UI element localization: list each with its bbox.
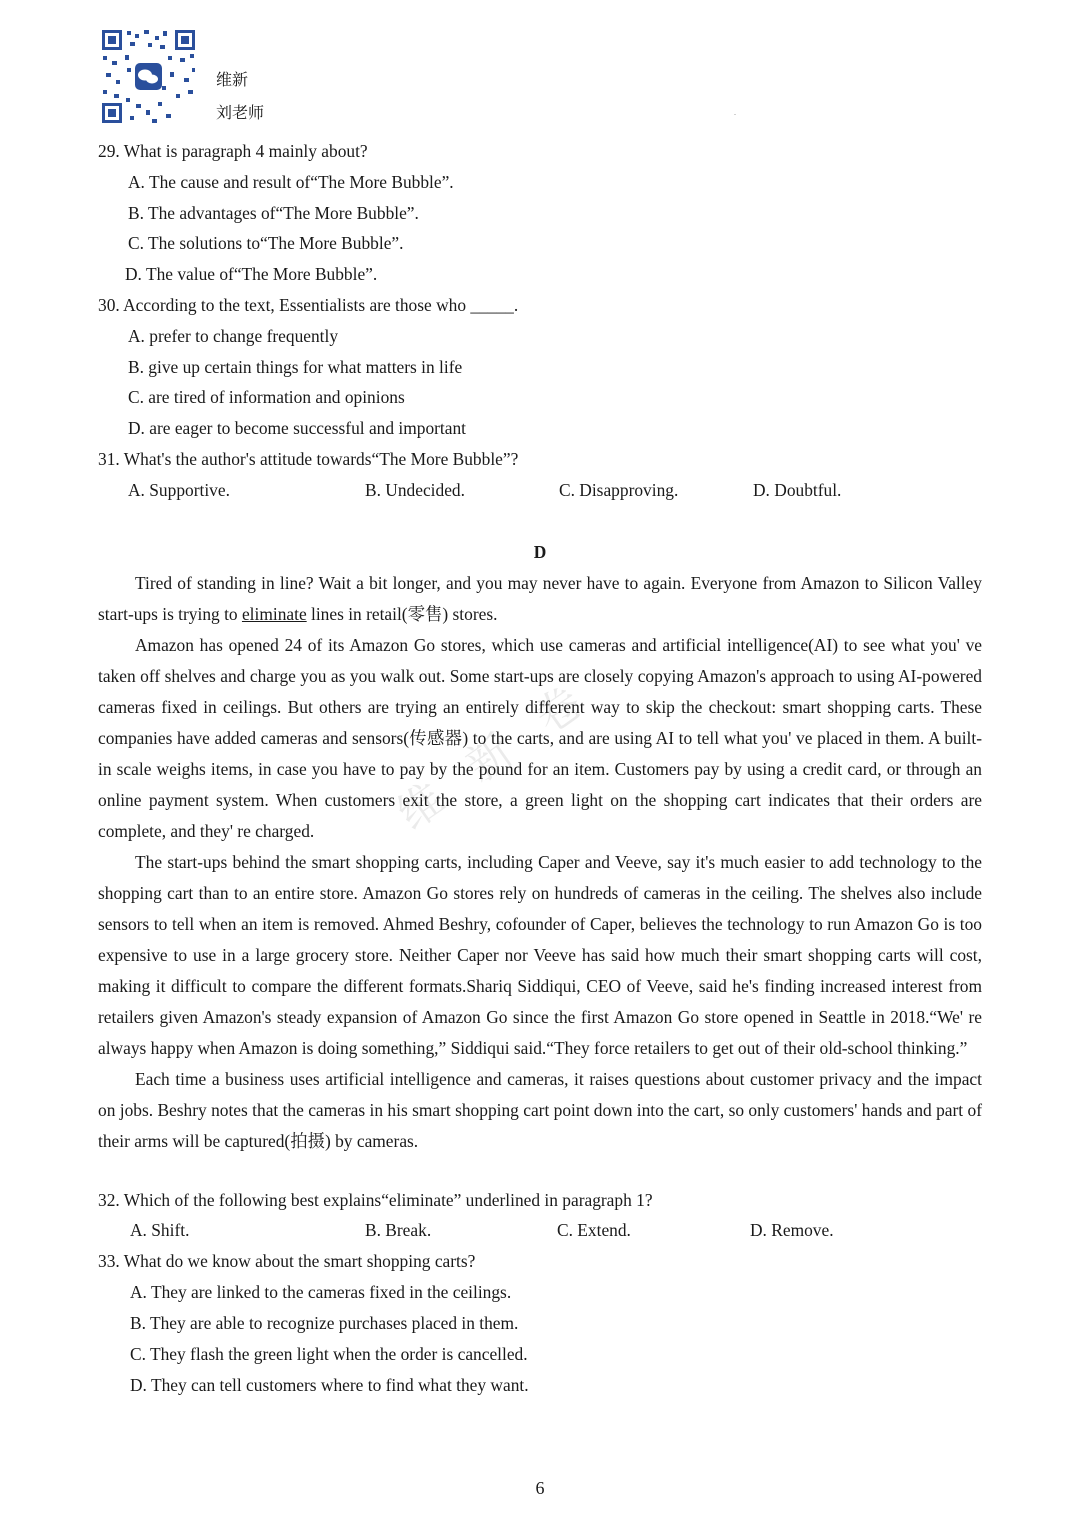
qr-label bbox=[216, 67, 264, 133]
q33-option-c: C. They flash the green light when the order is cancelled. bbox=[130, 1344, 528, 1364]
q31-option-b: B. Undecided. bbox=[365, 480, 465, 500]
q29-option-c: C. The solutions to“The More Bubble”. bbox=[128, 233, 404, 253]
q29-option-b: B. The advantages of“The More Bubble”. bbox=[128, 203, 419, 223]
qr-label-line2: 刘老师 bbox=[216, 103, 265, 122]
q32-option-d: D. Remove. bbox=[750, 1220, 834, 1240]
q30-option-d: D. are eager to become successful and important bbox=[128, 418, 467, 438]
q29-option-a: A. The cause and result of“The More Bubble”. bbox=[128, 172, 454, 192]
underlined-word: eliminate bbox=[241, 604, 307, 624]
q33-stem: 33. What do we know about the smart shopping carts? bbox=[98, 1251, 476, 1271]
passage-heading: D bbox=[533, 542, 547, 562]
stray-dot: . bbox=[734, 108, 736, 117]
q31-option-c: C. Disapproving. bbox=[559, 480, 679, 500]
qr-label-line1: 维新 bbox=[216, 70, 249, 89]
q30-option-c: C. are tired of information and opinions bbox=[128, 387, 405, 407]
page-number: 6 bbox=[535, 1478, 545, 1498]
passage-paragraph-4: Each time a business uses artificial intelligence and cameras, it raises questions about customer privacy and the impact on jobs. Beshry notes that the cameras in his smart shopping cart point down into the cart, so only customers' hands and part of their arms will be captured(拍摄) by cameras. bbox=[98, 1069, 982, 1151]
passage-paragraph-3: The start-ups behind the smart shopping carts, including Caper and Veeve, say it's much easier to add technology to the shopping cart than to an entire store. Amazon Go stores rely on hundreds of cameras in the ceiling. The shelves also include sensors to tell when an item is removed. Ahmed Beshry, cofounder of Caper, believes the technology to run Amazon Go is too expensive to use in a large grocery store. Neither Caper nor Veeve has said how much their smart shopping carts will cost, making it difficult to compare the different formats.Shariq Siddiqui, CEO of Veeve, said he's finding increased interest from retailers given Amazon's steady expansion of Amazon Go since the first Amazon Go store opened in Seattle in 2018.“We' re always happy when Amazon is doing something,” Siddiqui said.“They force retailers to get out of their old-school thinking.” bbox=[98, 852, 982, 1058]
q30-option-a: A. prefer to change frequently bbox=[128, 326, 339, 346]
q32-stem: 32. Which of the following best explains“eliminate” underlined in paragraph 1? bbox=[98, 1190, 653, 1210]
passage-body bbox=[98, 568, 982, 1157]
watermark: 维新卷 bbox=[388, 654, 625, 841]
q30-option-b: B. give up certain things for what matters in life bbox=[128, 357, 463, 377]
q32-option-b: B. Break. bbox=[365, 1220, 432, 1240]
q33-option-a: A. They are linked to the cameras fixed in the ceilings. bbox=[130, 1282, 512, 1302]
q29-stem: 29. What is paragraph 4 mainly about? bbox=[98, 141, 368, 161]
qr-code-icon bbox=[100, 28, 197, 125]
passage-paragraph-1: Tired of standing in line? Wait a bit longer, and you may never have to again. Everyone from Amazon to Silicon Valley start-ups is trying to eliminate lines in retail(零售) stores. bbox=[98, 573, 982, 624]
q31-option-a: A. Supportive. bbox=[128, 480, 230, 500]
q33-option-b: B. They are able to recognize purchases placed in them. bbox=[130, 1313, 519, 1333]
passage-paragraph-2: Amazon has opened 24 of its Amazon Go stores, which use cameras and artificial intelligence(AI) to see what you' ve taken off shelves and charge you as you walk out. Some start-ups are closely copying Amazon's approach to using AI-powered cameras fixed in ceilings. But others are trying an entirely different way to skip the checkout: smart shopping carts. These companies have added cameras and sensors(传感器) to the carts, and are using AI to tell what you' ve placed in them. A built-in scale weighs items, in case you have to pay by the pound for an item. Customers pay by using a credit card, or through an online payment system. When customers exit the store, a green light on the shopping cart indicates that their orders are complete, and they' re charged. bbox=[98, 635, 982, 841]
q31-option-d: D. Doubtful. bbox=[753, 480, 842, 500]
q30-stem: 30. According to the text, Essentialists are those who _____. bbox=[98, 295, 519, 315]
q32-option-a: A. Shift. bbox=[130, 1220, 190, 1240]
q31-stem: 31. What's the author's attitude towards“The More Bubble”? bbox=[98, 449, 519, 469]
q33-option-d: D. They can tell customers where to find what they want. bbox=[130, 1375, 529, 1395]
q29-option-d: D. The value of“The More Bubble”. bbox=[125, 264, 378, 284]
q32-option-c: C. Extend. bbox=[557, 1220, 631, 1240]
